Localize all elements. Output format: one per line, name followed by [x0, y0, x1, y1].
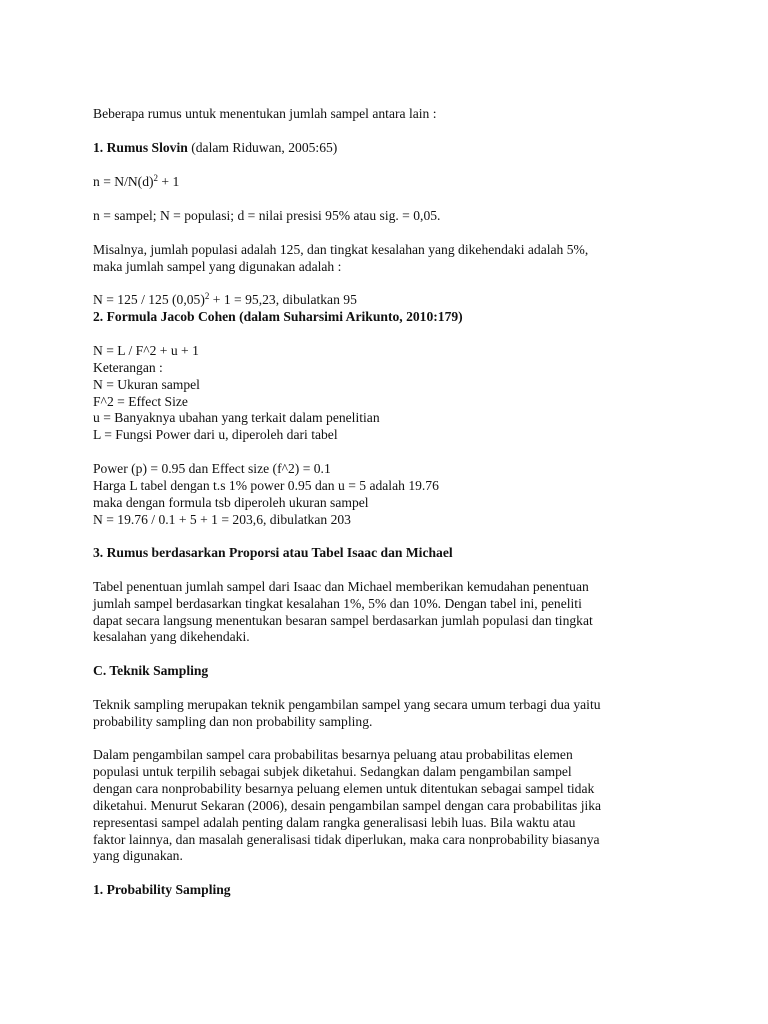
cohen-line: N = L / F^2 + u + 1 — [93, 343, 199, 358]
cohen-line: Keterangan : — [93, 360, 163, 375]
isaac-line: dapat secara langsung menentukan besaran sampel berdasarkan jumlah populasi dan tingkat — [93, 613, 593, 628]
slovin-formula-base: n = N/N(d) — [93, 174, 154, 189]
isaac-line: Tabel penentuan jumlah sampel dari Isaac dan Michael memberikan kemudahan penentuan — [93, 579, 589, 594]
cohen-line: F^2 = Effect Size — [93, 394, 188, 409]
isaac-line: jumlah sampel berdasarkan tingkat kesalahan 1%, 5% dan 10%. Dengan tabel ini, peneliti — [93, 596, 582, 611]
teknik-para2-line: populasi untuk terpilih sebagai subjek diketahui. Sedangkan dalam pengambilan sampel — [93, 764, 572, 779]
cohen-calc-line: maka dengan formula tsb diperoleh ukuran sampel — [93, 495, 369, 510]
slovin-heading-title: 1. Rumus Slovin — [93, 140, 188, 155]
slovin-formula-exponent: 2 — [153, 173, 159, 183]
isaac-line: kesalahan yang dikehendaki. — [93, 629, 250, 644]
cohen-line: L = Fungsi Power dari u, diperoleh dari tabel — [93, 427, 338, 442]
slovin-heading-source: (dalam Riduwan, 2005:65) — [187, 140, 338, 155]
cohen-line: N = Ukuran sampel — [93, 377, 200, 392]
slovin-result — [93, 292, 357, 309]
slovin-formula-tail: + 1 — [158, 174, 180, 189]
intro-text: Beberapa rumus untuk menentukan jumlah sampel antara lain : — [93, 106, 437, 121]
slovin-example-line: Misalnya, jumlah populasi adalah 125, dan tingkat kesalahan yang dikehendaki adalah 5%, — [93, 242, 589, 257]
slovin-result-base: N = 125 / 125 (0,05) — [93, 292, 205, 307]
cohen-line: u = Banyaknya ubahan yang terkait dalam penelitian — [93, 410, 380, 425]
slovin-legend: n = sampel; N = populasi; d = nilai presisi 95% atau sig. = 0,05. — [93, 208, 441, 223]
slovin-example-line: maka jumlah sampel yang digunakan adalah : — [93, 259, 342, 274]
probability-heading: 1. Probability Sampling — [93, 882, 231, 897]
slovin-result-tail: + 1 = 95,23, dibulatkan 95 — [209, 292, 357, 307]
teknik-para1-line: Teknik sampling merupakan teknik pengambilan sampel yang secara umum terbagi dua yaitu — [93, 697, 601, 712]
teknik-para2-line: dengan cara nonprobability besarnya peluang elemen untuk ditentukan sebagai sampel tidak — [93, 781, 595, 796]
teknik-para2-line: yang digunakan. — [93, 848, 183, 863]
teknik-para2-line: Dalam pengambilan sampel cara probabilitas besarnya peluang atau probabilitas elemen — [93, 747, 573, 762]
cohen-calc-line: N = 19.76 / 0.1 + 5 + 1 = 203,6, dibulatkan 203 — [93, 512, 351, 527]
teknik-para2-line: diketahui. Menurut Sekaran (2006), desain pengambilan sampel dengan cara probabilitas jika — [93, 798, 602, 813]
slovin-formula — [93, 174, 179, 191]
cohen-calc-line: Harga L tabel dengan t.s 1% power 0.95 dan u = 5 adalah 19.76 — [93, 478, 439, 493]
teknik-para2-line: representasi sampel adalah penting dalam rangka generalisasi lebih luas. Bila waktu atau — [93, 815, 576, 830]
cohen-heading: 2. Formula Jacob Cohen (dalam Suharsimi Arikunto, 2010:179) — [93, 309, 463, 324]
cohen-calc-line: Power (p) = 0.95 dan Effect size (f^2) = 0.1 — [93, 461, 331, 476]
teknik-para1-line: probability sampling dan non probability sampling. — [93, 714, 373, 729]
isaac-heading: 3. Rumus berdasarkan Proporsi atau Tabel Isaac dan Michael — [93, 545, 453, 560]
teknik-heading: C. Teknik Sampling — [93, 663, 209, 678]
slovin-result-exponent: 2 — [204, 291, 210, 301]
teknik-para2-line: faktor lainnya, dan masalah generalisasi tidak diperlukan, maka cara nonprobability biasanya — [93, 832, 600, 847]
slovin-heading — [93, 140, 337, 157]
